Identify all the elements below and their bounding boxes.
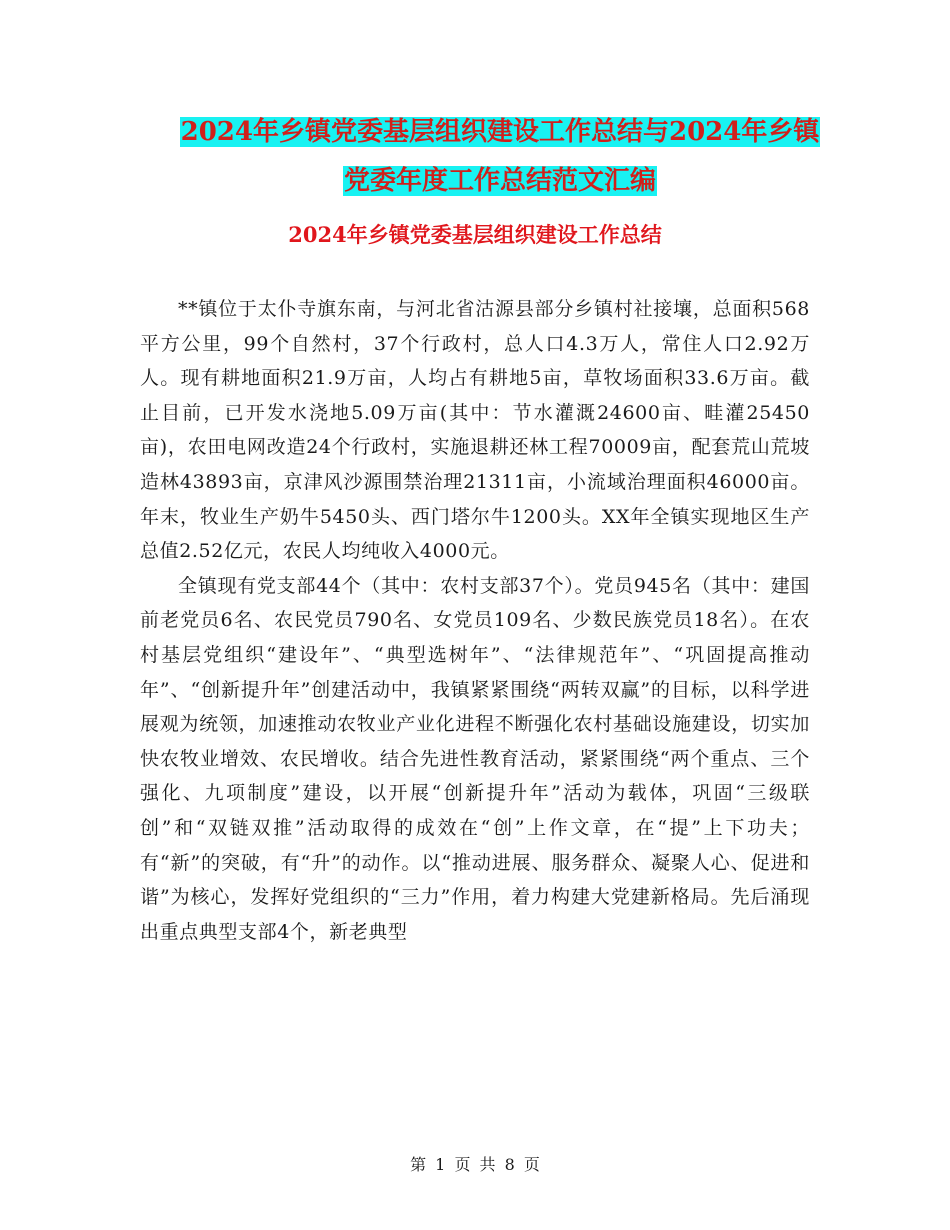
body-paragraph-1: **镇位于太仆寺旗东南，与河北省沽源县部分乡镇村社接壤，总面积568平方公里，99个自然村，37个行政村，总人口4.3万人，常住人口2.92万人。现有耕地面积21.9万亩，人均占有耕地5亩，草牧场面积33.6万亩。截止目前，已开发水浇地5.09万亩(其中：节水灌溉24600亩、畦灌25450亩)，农田电网改造24个行政村，实施退耕还林工程70009亩，配套荒山荒坡造林43893亩，京津风沙源围禁治理21311亩，小流域治理面积46000亩。年末，牧业生产奶牛5450头、西门塔尔牛1200头。XX年全镇实现地区生产总值2.52亿元，农民人均纯收入4000元。	[140, 298, 810, 563]
document-title-line-2: 党委年度工作总结范文汇编	[343, 166, 656, 196]
document-body	[140, 292, 810, 949]
page-footer: 第 1 页 共 8 页	[410, 1155, 540, 1174]
document-title	[140, 108, 860, 206]
document-title-line-1: 2024年乡镇党委基层组织建设工作总结与2024年乡镇	[180, 117, 820, 147]
section-title: 2024年乡镇党委基层组织建设工作总结	[288, 222, 662, 247]
body-paragraph-2: 全镇现有党支部44个（其中：农村支部37个）。党员945名（其中：建国前老党员6名、农民党员790名、女党员109名、少数民族党员18名）。在农村基层党组织“建设年”、“典型选树年”、“法律规范年”、“巩固提高推动年”、“创新提升年”创建活动中，我镇紧紧围绕“两转双赢”的目标，以科学进展观为统领，加速推动农牧业产业化进程不断强化农村基础设施建设，切实加快农牧业增效、农民增收。结合先进性教育活动，紧紧围绕“两个重点、三个强化、九项制度”建设，以开展“创新提升年”活动为载体，巩固“三级联创”和“双链双推”活动取得的成效在“创”上作文章，在“提”上下功夫；有“新”的突破，有“升”的动作。以“推动进展、服务群众、凝聚人心、促进和谐”为核心，发挥好党组织的“三力”作用，着力构建大党建新格局。先后涌现出重点典型支部4个，新老典型	[140, 574, 810, 943]
